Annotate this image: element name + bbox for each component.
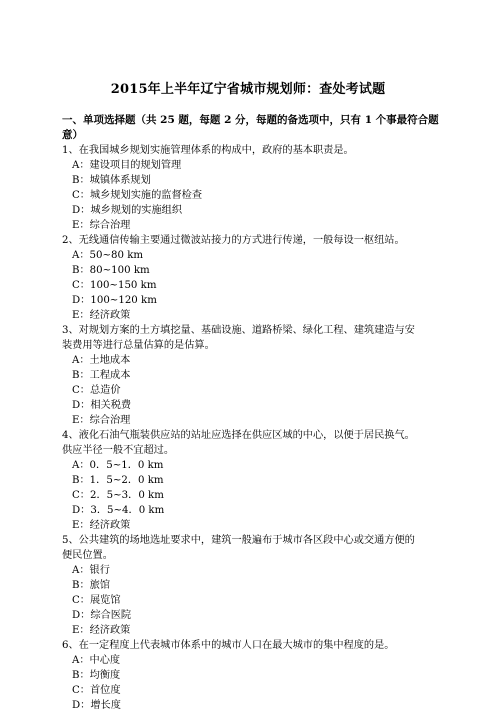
section-heading-line: 意）: [62, 129, 83, 141]
answer-option: B：城镇体系规划: [72, 175, 151, 186]
question-stem: [62, 638, 442, 653]
answer-option: C：展览馆: [72, 595, 121, 606]
answer-option: E：综合治理: [72, 220, 131, 231]
answer-option: B：旅馆: [72, 580, 111, 591]
question-text-line: 4、液化石油气瓶装供应站的站址应选择在供应区域的中心，以便于居民换气。: [62, 430, 415, 441]
document-title: 2015年上半年辽宁省城市规划师：查处考试题: [110, 82, 386, 97]
question-text-line: 6、在一定程度上代表城市体系中的城市人口在最大城市的集中程度的是。: [62, 640, 395, 651]
answer-option: B：均衡度: [72, 670, 121, 681]
question-block: [62, 143, 442, 233]
question-stem: [62, 428, 442, 458]
section-heading: [62, 113, 439, 143]
question-list: [62, 143, 442, 713]
question-text-line: 2、无线通信传输主要通过微波站接力的方式进行传递，一般每设一枢纽站。: [62, 235, 405, 246]
question-block: [62, 233, 442, 323]
answer-option: D：3．5~4．0 km: [72, 505, 165, 516]
answer-option: E：经济政策: [72, 520, 131, 531]
answer-option: A：建设项目的规划管理: [72, 160, 182, 171]
answer-option: B：工程成本: [72, 370, 131, 381]
section-heading-line: 一、单项选择题（共 25 题，每题 2 分，每题的备选项中，只有 1 个事最符合题: [62, 114, 439, 126]
question-text-line: 便民位置。: [62, 550, 113, 561]
question-block: [62, 428, 442, 533]
answer-option: C：100~150 km: [72, 280, 157, 291]
answer-option: C：总造价: [72, 385, 121, 396]
question-text-line: 5、公共建筑的场地选址要求中，建筑一般遍布于城市各区段中心或交通方便的: [62, 535, 415, 546]
answer-option: E：经济政策: [72, 310, 131, 321]
question-text-line: 1、在我国城乡规划实施管理体系的构成中，政府的基本职责是。: [62, 145, 354, 156]
answer-option: A：土地成本: [72, 355, 131, 366]
answer-option: A：中心度: [72, 655, 121, 666]
question-block: [62, 533, 442, 638]
answer-option: D：城乡规划的实施组织: [72, 205, 183, 216]
answer-option: B：80~100 km: [72, 265, 150, 276]
answer-option: A：50~80 km: [72, 250, 144, 261]
answer-option: C：2．5~3．0 km: [72, 490, 164, 501]
question-stem: [62, 323, 442, 353]
question-stem: [62, 233, 442, 248]
answer-option: D：综合医院: [72, 610, 132, 621]
answer-option: E：综合治理: [72, 415, 131, 426]
question-block: [62, 323, 442, 428]
question-text-line: 3、对规划方案的土方填挖量、基础设施、道路桥梁、绿化工程、建筑建造与安: [62, 325, 415, 336]
question-stem: [62, 143, 442, 158]
question-stem: [62, 533, 442, 563]
answer-option: D：100~120 km: [72, 295, 157, 306]
answer-option: C：首位度: [72, 685, 121, 696]
answer-option: A：银行: [72, 565, 110, 576]
question-text-line: 装费用等进行总量估算的是估算。: [62, 340, 215, 351]
question-text-line: 供应半径一般不宜超过。: [62, 445, 175, 456]
answer-option: C：城乡规划实施的监督检查: [72, 190, 203, 201]
answer-option: B：1．5~2．0 km: [72, 475, 164, 486]
answer-option: D：增长度: [72, 700, 121, 711]
answer-option: E：经济政策: [72, 625, 131, 636]
answer-option: D：相关税费: [72, 400, 132, 411]
answer-option: A：0．5~1．0 km: [72, 460, 164, 471]
